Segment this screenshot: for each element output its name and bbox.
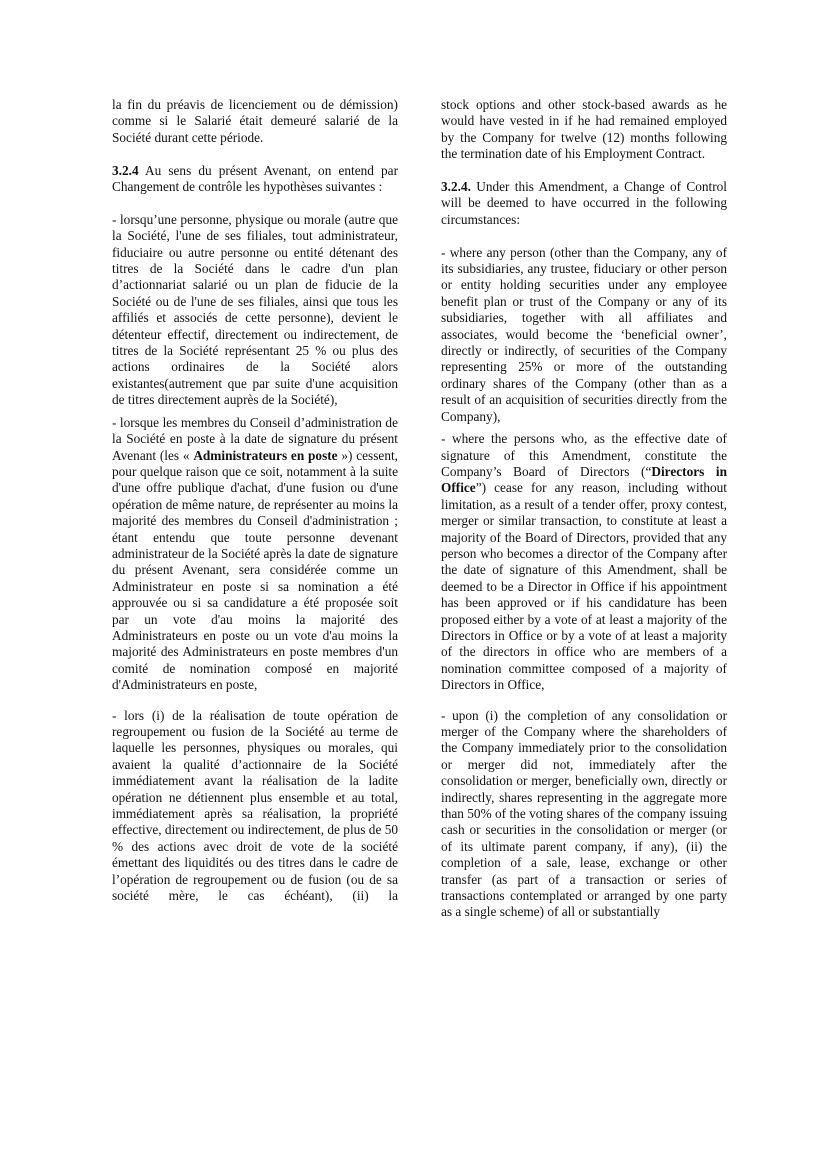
paragraph-text: ») cessent, pour quelque raison que ce soit, notamment à la suite d'une offre publique d'achat, d'une fusion ou d'une opération de même nature, de représenter au moins la majorité des membres du Conseil d'administration ; étant entendu que toute personne devenant administrateur de la Société après la date de signature du présent Avenant, sera considérée comme un Administrateur en poste si sa nomination a été approuvée ou si sa candidature a été proposée soit par un vote d'au moins la majorité des Administrateurs en poste ou un vote d'au moins la majorité des Administrateurs en poste membres d'un comité de nomination composé en majorité d'Administrateurs en poste, [112,447,398,693]
paragraph-board-change [112,415,398,694]
paragraph-merger: - lors (i) de la réalisation de toute opération de regroupement ou fusion de la Société au terme de laquelle les personnes, physiques ou morales, qui avaient la qualité d’actionnaire de la Société immédiatement avant la réalisation de la ladite opération ne détiennent plus ensemble et au total, immédiatement après sa réalisation, la propriété effective, directement ou indirectement, de plus de 50 % des actions avec droit de vote de la société émettant des liquidités ou des titres dans le cadre de l’opération de regroupement ou de fusion (ou de sa société mère, le cas échéant), (ii) la [112,707,398,904]
paragraph-change-of-control-definition [112,163,398,196]
paragraph-text: Under this Amendment, a Change of Control will be deemed to have occurred in the following circumstances: [441,179,727,227]
paragraph-text: - where the persons who, as the effective date of signature of this Amendment, constitute the Company’s Board of Directors (“ [441,431,727,479]
paragraph-merger: - upon (i) the completion of any consolidation or merger of the Company where the shareholders of the Company immediately prior to the consolidation or merger did not, immediately after the consolidation or merger, beneficially own, directly or indirectly, shares representing in the aggregate more than 50% of the voting shares of the company issuing cash or securities in the consolidation or merger (or of its ultimate parent company, if any), (ii) the completion of a sale, lease, exchange or other transfer (as part of a transaction or series of transactions contemplated or arranged by one party as a single scheme) of all or substantially [441,707,727,920]
english-column [441,97,727,921]
french-column [112,97,398,904]
paragraph-board-change [441,431,727,694]
paragraph-notice-period: la fin du préavis de licenciement ou de démission) comme si le Salarié était demeuré salarié de la Société durant cette période. [112,97,398,145]
paragraph-text: Au sens du présent Avenant, on entend par Changement de contrôle les hypothèses suivantes : [112,162,398,195]
paragraph-text: - lorsque les membres du Conseil d’administration de la Société en poste à la date de signature du présent Avenant (les « [112,414,398,463]
paragraph-beneficial-owner: - lorsqu’une personne, physique ou morale (autre que la Société, l'une de ses filiales, tout administrateur, fiduciaire ou autre personne ou entité détenant des titres de la Société dans le cadre d'un plan d’actionnariat salarié ou un plan de fiducie de la Société ou de l'une de ses filiales, ainsi que tous les affiliés et associés de cette personne), devient le détenteur effectif, directement ou indirectement, de titres de la Société représentant 25 % ou plus des actions ordinaires de la Société alors existantes(autrement que par suite d'une acquisition de titres directement auprès de la Société), [112,211,398,408]
paragraph-change-of-control-definition [441,179,727,228]
paragraph-beneficial-owner: - where any person (other than the Company, any of its subsidiaries, any trustee, fiduciary or other person or entity holding securities under any employee benefit plan or trust of the Company or any of its subsidiaries, together with all affiliates and associates, would become the ‘beneficial owner’, directly or indirectly, of securities of the Company representing 25% or more of the outstanding ordinary shares of the Company (other than as a result of an acquisition of securities directly from the Company), [441,244,727,424]
section-number: 3.2.4. [441,179,471,195]
paragraph-text: ”) cease for any reason, including without limitation, as a result of a tender offer, proxy contest, merger or similar transaction, to constitute at least a majority of the Board of Directors, provided that any person who becomes a director of the Company after the date of signature of this Amendment, shall be deemed to be a Director in Office if his appointment has been approved or if his candidature has been proposed either by a vote of at least a majority of the Directors in Office or by a vote of at least a majority of the directors in office who are members of a nomination committee composed of a majority of Directors in Office, [441,480,727,693]
defined-term: Directors in Office [441,463,727,496]
section-number: 3.2.4 [112,162,139,178]
defined-term: Administrateurs en poste [193,447,338,463]
paragraph-stock-options: stock options and other stock-based awards as he would have vested in if he had remained employed by the Company for twelve (12) months following the termination date of his Employment Contract. [441,97,727,162]
